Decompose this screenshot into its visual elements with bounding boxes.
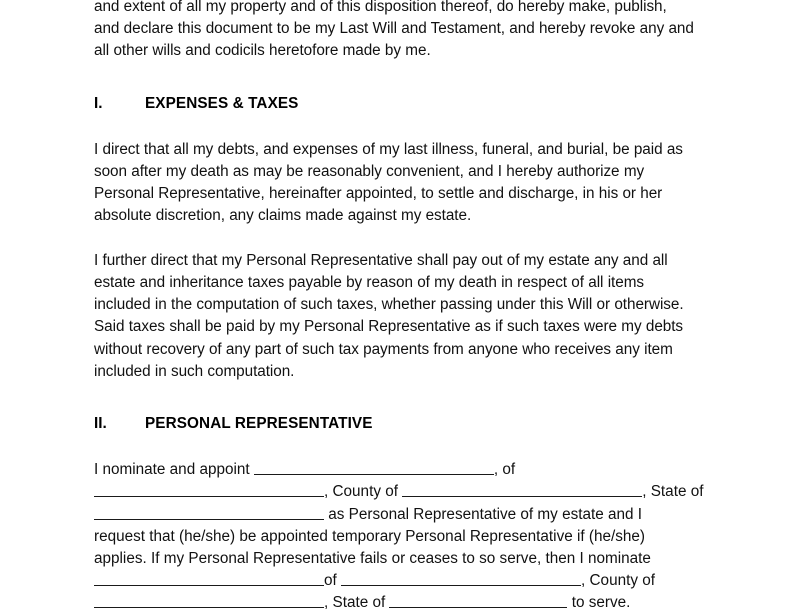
blank-personal-representative-state[interactable] [94, 504, 324, 519]
section-title-1: EXPENSES & TAXES [145, 94, 299, 112]
fill-in-line-2 [94, 481, 704, 503]
blank-successor-representative-city[interactable] [341, 571, 581, 586]
of-plain-text: of [324, 572, 342, 590]
state-of-text-2: , State of [324, 594, 390, 612]
to-serve-text: to serve. [567, 594, 631, 612]
fill-in-line-3 [94, 504, 694, 526]
section-numeral-1: I. [94, 94, 103, 112]
section-numeral-2: II. [94, 415, 107, 433]
blank-successor-representative-state[interactable] [389, 593, 567, 608]
blank-personal-representative-city[interactable] [94, 482, 324, 497]
section-heading-personal-representative [94, 413, 694, 435]
fill-in-line-7 [94, 592, 694, 614]
blank-successor-representative-name[interactable] [94, 571, 324, 586]
fill-in-line-4 [94, 526, 694, 548]
section-1-paragraph-1: I direct that all my debts, and expenses of my last illness, funeral, and burial, be paid as soon after my death as may be reasonably convenient, and I hereby authorize my Personal Representative, hereinafter appointed, to settle and discharge, in his or her absolute discretion, any claims made against my estate. [94, 140, 683, 225]
nominate-lead-text: I nominate and appoint [94, 461, 254, 479]
section-1-paragraph-2: I further direct that my Personal Representative shall pay out of my estate any and all estate and inheritance taxes payable by reason of my death in respect of all items included in the computation of such taxes, whether passing under this Will or otherwise. Said taxes shall be paid by my Personal Representative as if such taxes were my debts without recovery of any part of such tax payments from anyone who receives any item included in such computation. [94, 251, 684, 380]
section-2-fill-in-block [94, 459, 704, 614]
fill-in-line-6 [94, 570, 694, 592]
section-title-2: PERSONAL REPRESENTATIVE [145, 415, 373, 433]
blank-personal-representative-name[interactable] [254, 460, 494, 475]
fill-in-line-5 [94, 548, 694, 570]
state-of-text-1: , State of [642, 483, 704, 501]
county-of-text-2: , County of [581, 572, 655, 590]
blank-personal-representative-county[interactable] [402, 482, 642, 497]
intro-paragraph: and extent of all my property and of this disposition thereof, do hereby make, publish, and declare this document to be my Last Will and Testament, and hereby revoke any and all other wills and codicils heretofore made by me. [94, 0, 694, 60]
of-comma-text-1: , of [493, 461, 516, 479]
document-body [94, 0, 704, 615]
county-of-text-1: , County of [324, 483, 403, 501]
blank-successor-representative-county[interactable] [94, 593, 324, 608]
request-temporary-text: request that (he/she) be appointed temporary Personal Representative if (he/she) [94, 527, 646, 545]
applies-fails-ceases-text: applies. If my Personal Representative fails or ceases to so serve, then I nominate [94, 550, 651, 568]
fill-in-line-1 [94, 459, 694, 481]
section-heading-expenses-taxes [94, 93, 694, 115]
as-personal-representative-text: as Personal Representative of my estate and I [324, 505, 643, 523]
